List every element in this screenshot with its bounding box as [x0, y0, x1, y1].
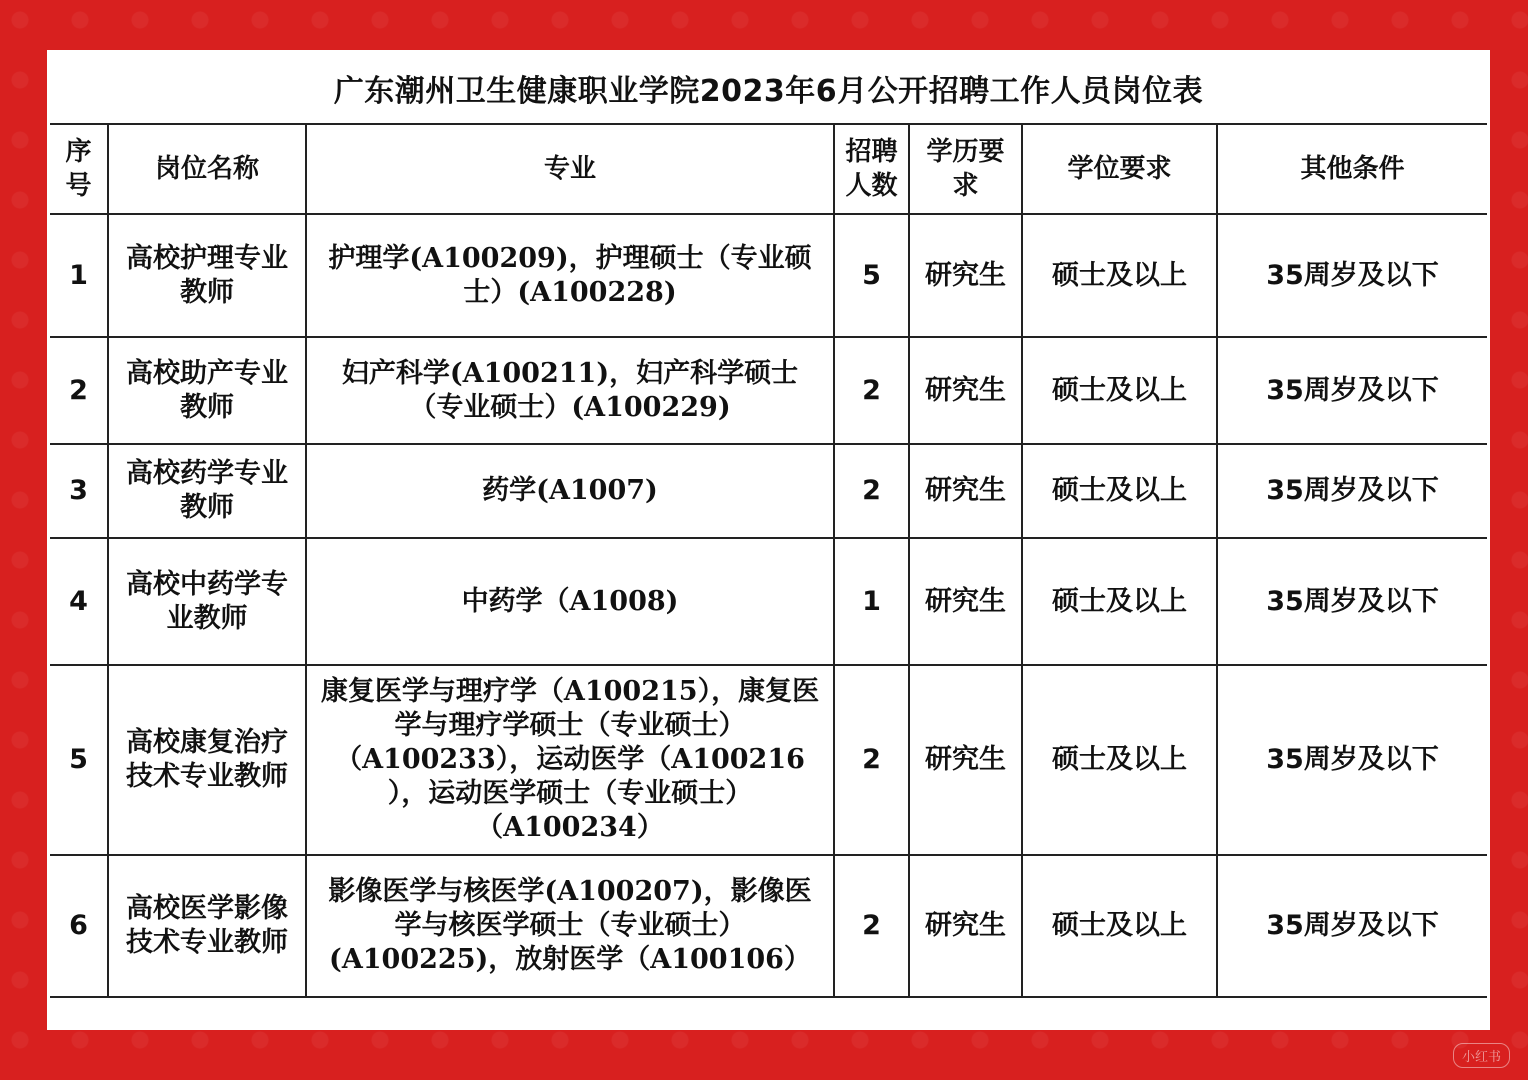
table-row: [50, 214, 1487, 337]
header-index: 序号: [50, 124, 108, 214]
table-header-row: [50, 124, 1487, 214]
cell-major: 护理学(A100209)，护理硕士（专业硕士）(A100228): [306, 214, 834, 337]
table-row: [50, 337, 1487, 444]
positions-table: [50, 123, 1487, 998]
header-degree: 学位要求: [1022, 124, 1217, 214]
header-education: 学历要求: [909, 124, 1022, 214]
cell-degree: 硕士及以上: [1022, 444, 1217, 538]
page-title: 广东潮州卫生健康职业学院2023年6月公开招聘工作人员岗位表: [333, 73, 1204, 109]
cell-degree: 硕士及以上: [1022, 214, 1217, 337]
table-row: [50, 665, 1487, 855]
cell-major: 影像医学与核医学(A100207)，影像医学与核医学硕士（专业硕士）(A100225)，放射医学（A100106）: [306, 855, 834, 997]
cell-index: 6: [50, 855, 108, 997]
cell-count: 5: [834, 214, 909, 337]
cell-major: 中药学（A1008): [306, 538, 834, 665]
cell-other: 35周岁及以下: [1217, 855, 1487, 997]
cell-major: 康复医学与理疗学（A100215），康复医学与理疗学硕士（专业硕士）（A100233），运动医学（A100216 ），运动医学硕士（专业硕士）（A100234）: [306, 665, 834, 855]
cell-other: 35周岁及以下: [1217, 214, 1487, 337]
cell-index: 1: [50, 214, 108, 337]
header-count: 招聘人数: [834, 124, 909, 214]
cell-position: 高校助产专业教师: [108, 337, 306, 444]
table-row: [50, 444, 1487, 538]
table-row: [50, 855, 1487, 997]
cell-count: 2: [834, 337, 909, 444]
table-row: [50, 538, 1487, 665]
cell-index: 3: [50, 444, 108, 538]
cell-count: 1: [834, 538, 909, 665]
cell-degree: 硕士及以上: [1022, 855, 1217, 997]
document-page: [47, 50, 1490, 1030]
cell-major: 妇产科学(A100211)，妇产科学硕士（专业硕士）(A100229): [306, 337, 834, 444]
cell-education: 研究生: [909, 538, 1022, 665]
cell-education: 研究生: [909, 855, 1022, 997]
cell-degree: 硕士及以上: [1022, 337, 1217, 444]
cell-count: 2: [834, 855, 909, 997]
cell-other: 35周岁及以下: [1217, 337, 1487, 444]
cell-other: 35周岁及以下: [1217, 444, 1487, 538]
cell-degree: 硕士及以上: [1022, 665, 1217, 855]
watermark-logo: 小红书: [1453, 1043, 1510, 1068]
cell-position: 高校中药学专业教师: [108, 538, 306, 665]
cell-degree: 硕士及以上: [1022, 538, 1217, 665]
cell-position: 高校医学影像技术专业教师: [108, 855, 306, 997]
cell-other: 35周岁及以下: [1217, 665, 1487, 855]
header-position: 岗位名称: [108, 124, 306, 214]
cell-count: 2: [834, 665, 909, 855]
cell-major: 药学(A1007): [306, 444, 834, 538]
cell-count: 2: [834, 444, 909, 538]
cell-position: 高校护理专业教师: [108, 214, 306, 337]
cell-index: 4: [50, 538, 108, 665]
cell-education: 研究生: [909, 337, 1022, 444]
cell-other: 35周岁及以下: [1217, 538, 1487, 665]
cell-index: 5: [50, 665, 108, 855]
cell-education: 研究生: [909, 665, 1022, 855]
cell-position: 高校药学专业教师: [108, 444, 306, 538]
header-other: 其他条件: [1217, 124, 1487, 214]
cell-education: 研究生: [909, 214, 1022, 337]
cell-education: 研究生: [909, 444, 1022, 538]
cell-position: 高校康复治疗技术专业教师: [108, 665, 306, 855]
header-major: 专业: [306, 124, 834, 214]
cell-index: 2: [50, 337, 108, 444]
